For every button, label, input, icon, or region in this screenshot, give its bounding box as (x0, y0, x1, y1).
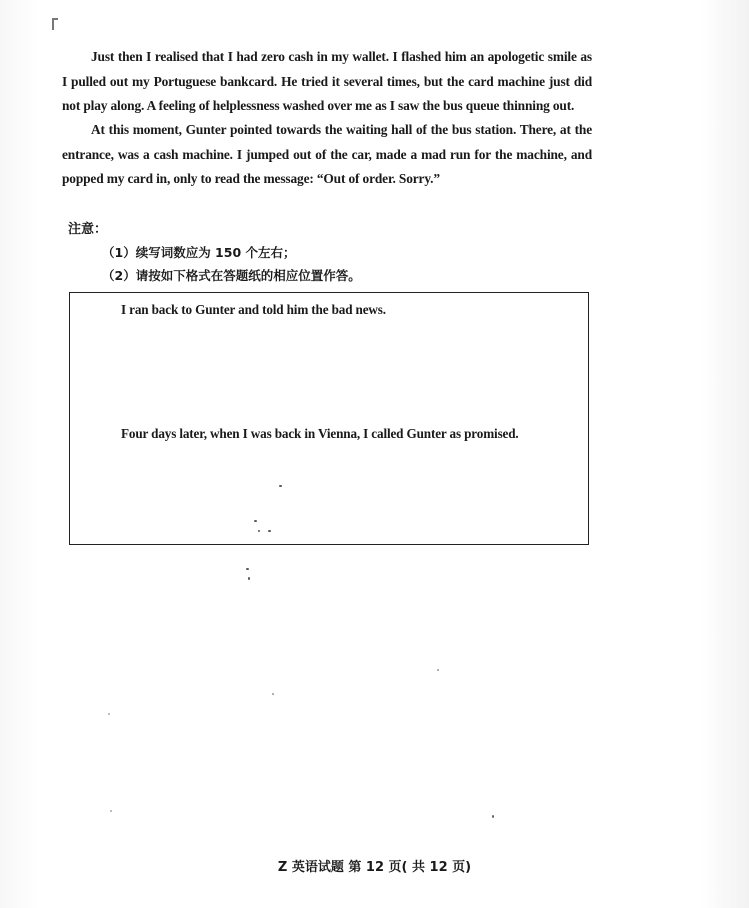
notice-item-answer-format: （2）请按如下格式在答题纸的相应位置作答。 (102, 268, 361, 283)
scan-corner-mark (52, 18, 54, 30)
answer-box-second-paragraph-line: Four days later, when I was back in Vienna, I called Gunter as promised. (121, 426, 519, 441)
scan-speck (437, 669, 439, 671)
answer-box (69, 292, 589, 545)
scan-speck (108, 713, 110, 715)
answer-box-opening-line: I ran back to Gunter and told him the bad news. (121, 302, 386, 317)
scan-speck (272, 693, 274, 695)
scan-speck (246, 568, 249, 570)
scan-speck (248, 577, 250, 580)
notice-item-word-count: （1）续写词数应为 150 个左右； (102, 245, 296, 260)
page-footer: Z 英语试题 第 12 页( 共 12 页) (277, 860, 472, 875)
passage-paragraph-1: Just then I realised that I had zero cash in my wallet. I flashed him an apologetic smile as I pulled out my Portuguese bankcard. He tried it several times, but the card machine just did not play along. A feeling of helplessness washed over me as I saw the bus queue thinning out. (62, 49, 592, 113)
scan-speck (268, 530, 271, 532)
notice-title: 注意： (68, 222, 108, 237)
scan-speck (492, 815, 494, 818)
scan-speck (110, 810, 112, 812)
scan-speck (279, 485, 282, 487)
scan-speck (258, 530, 260, 532)
passage-paragraph-2: At this moment, Gunter pointed towards the waiting hall of the bus station. There, at the entrance, was a cash machine. I jumped out of the car, made a mad run for the machine, and popped my card in, only to read the message: “Out of order. Sorry.” (62, 122, 592, 186)
scan-speck (254, 520, 257, 522)
